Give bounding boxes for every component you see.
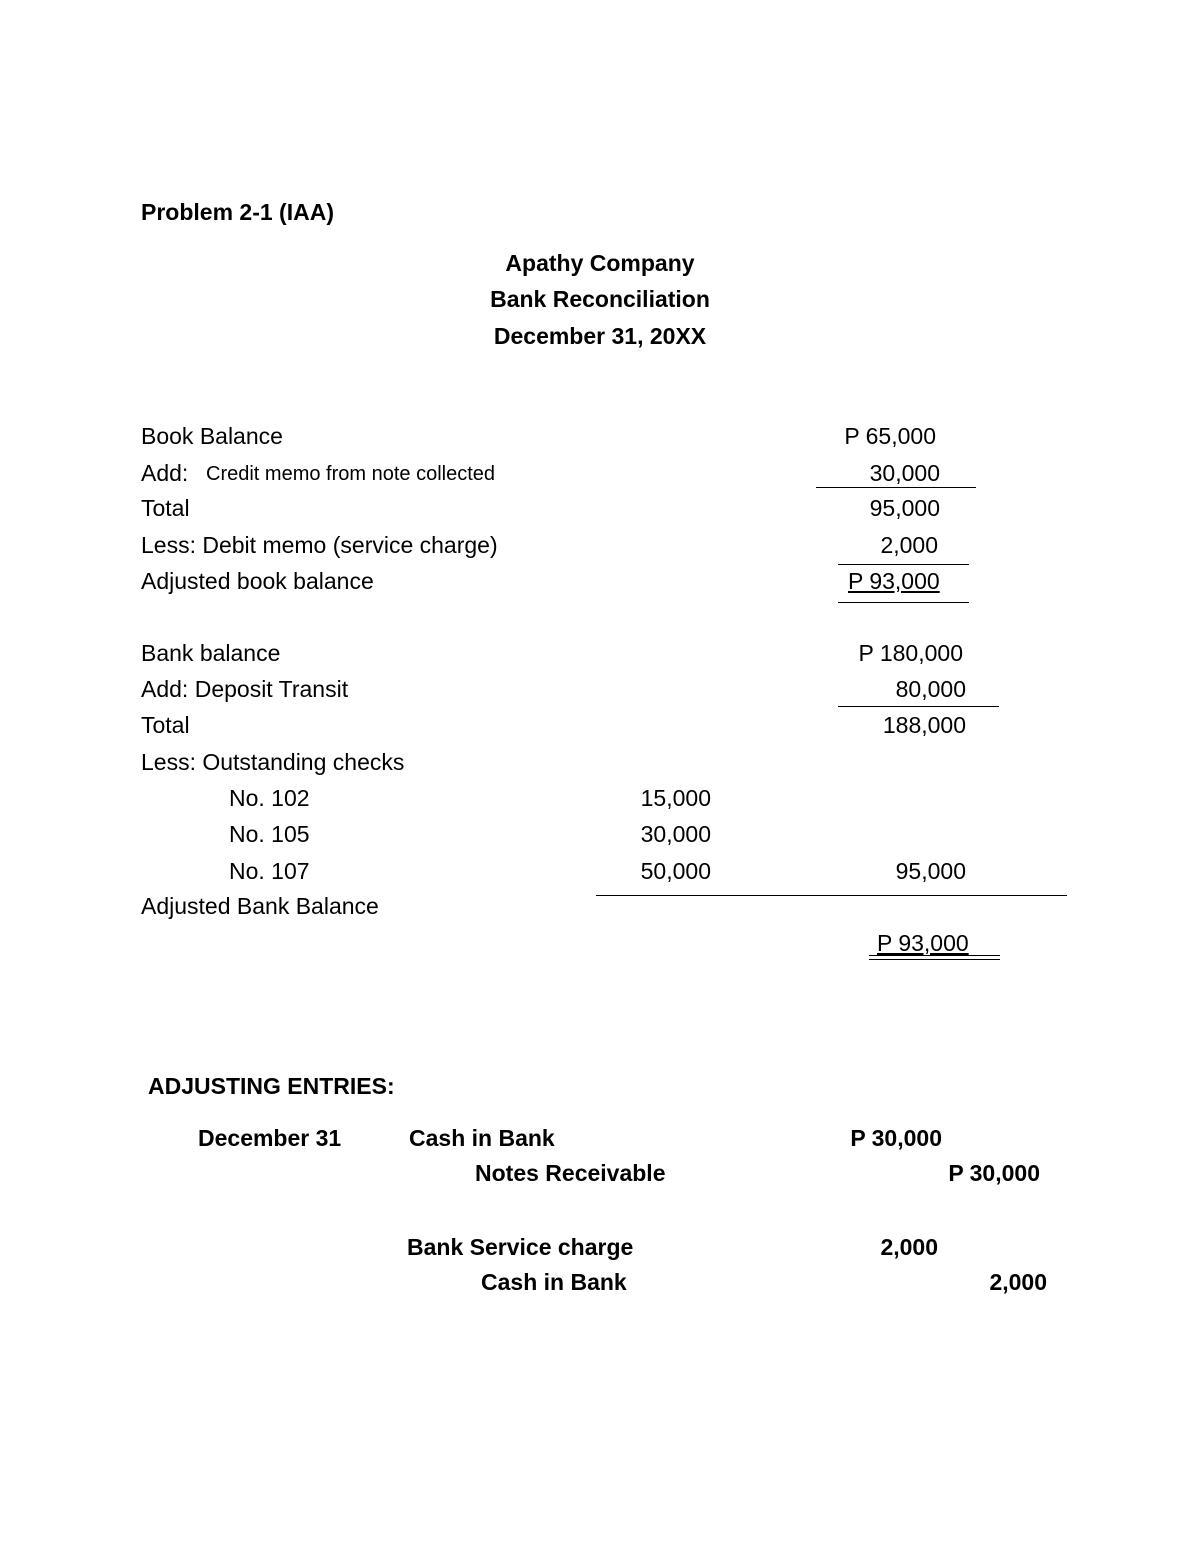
check-amount: 15,000 — [640, 785, 711, 811]
credit-amount: 2,000 — [989, 1269, 1047, 1295]
check-amount: 50,000 — [640, 858, 711, 884]
debit-account: Bank Service charge — [407, 1234, 634, 1260]
book-add-value: 30,000 — [869, 460, 940, 486]
bank-total-label: Total — [141, 712, 190, 738]
credit-account: Cash in Bank — [481, 1269, 627, 1295]
bank-add-label: Add: Deposit Transit — [141, 676, 349, 702]
book-balance-value: P 65,000 — [844, 423, 936, 449]
checks-total-value: 95,000 — [895, 858, 966, 884]
bank-balance-value: P 180,000 — [858, 640, 963, 666]
checks-total-underline — [596, 895, 1067, 896]
book-less-value: 2,000 — [880, 532, 938, 558]
book-add-underline — [816, 487, 976, 488]
company-name: Apathy Company — [505, 250, 695, 276]
debit-amount: P 30,000 — [850, 1125, 942, 1151]
book-total-label: Total — [141, 495, 190, 521]
book-less-underline — [838, 564, 969, 565]
book-add-prefix: Add: — [141, 460, 189, 486]
bank-balance-label: Bank balance — [141, 640, 281, 666]
credit-amount: P 30,000 — [948, 1160, 1040, 1186]
book-less-label: Less: Debit memo (service charge) — [141, 532, 498, 558]
problem-title: Problem 2-1 (IAA) — [141, 199, 334, 225]
book-add-label: Credit memo from note collected — [206, 463, 496, 485]
adjusted-bank-value: P 93,000 — [877, 930, 969, 956]
adjusting-entries-heading: ADJUSTING ENTRIES: — [148, 1073, 395, 1099]
adjusted-bank-double-underline — [869, 955, 1000, 960]
entry-date: December 31 — [198, 1125, 342, 1151]
debit-account: Cash in Bank — [409, 1125, 555, 1151]
outstanding-checks-label: Less: Outstanding checks — [141, 749, 405, 775]
adjusted-bank-label: Adjusted Bank Balance — [141, 893, 379, 919]
check-number: No. 105 — [229, 821, 310, 847]
check-number: No. 102 — [229, 785, 310, 811]
credit-account: Notes Receivable — [475, 1160, 666, 1186]
debit-amount: 2,000 — [880, 1234, 938, 1260]
statement-title: Bank Reconciliation — [490, 286, 710, 312]
book-balance-label: Book Balance — [141, 423, 283, 449]
bank-add-value: 80,000 — [895, 676, 966, 702]
adjusted-book-rule — [838, 602, 969, 603]
adjusted-book-value: P 93,000 — [848, 568, 940, 594]
adjusted-book-label: Adjusted book balance — [141, 568, 374, 594]
check-amount: 30,000 — [640, 821, 711, 847]
bank-total-value: 188,000 — [882, 712, 966, 738]
check-number: No. 107 — [229, 858, 310, 884]
bank-add-underline — [838, 706, 999, 707]
book-total-value: 95,000 — [869, 495, 940, 521]
statement-date: December 31, 20XX — [493, 323, 707, 349]
